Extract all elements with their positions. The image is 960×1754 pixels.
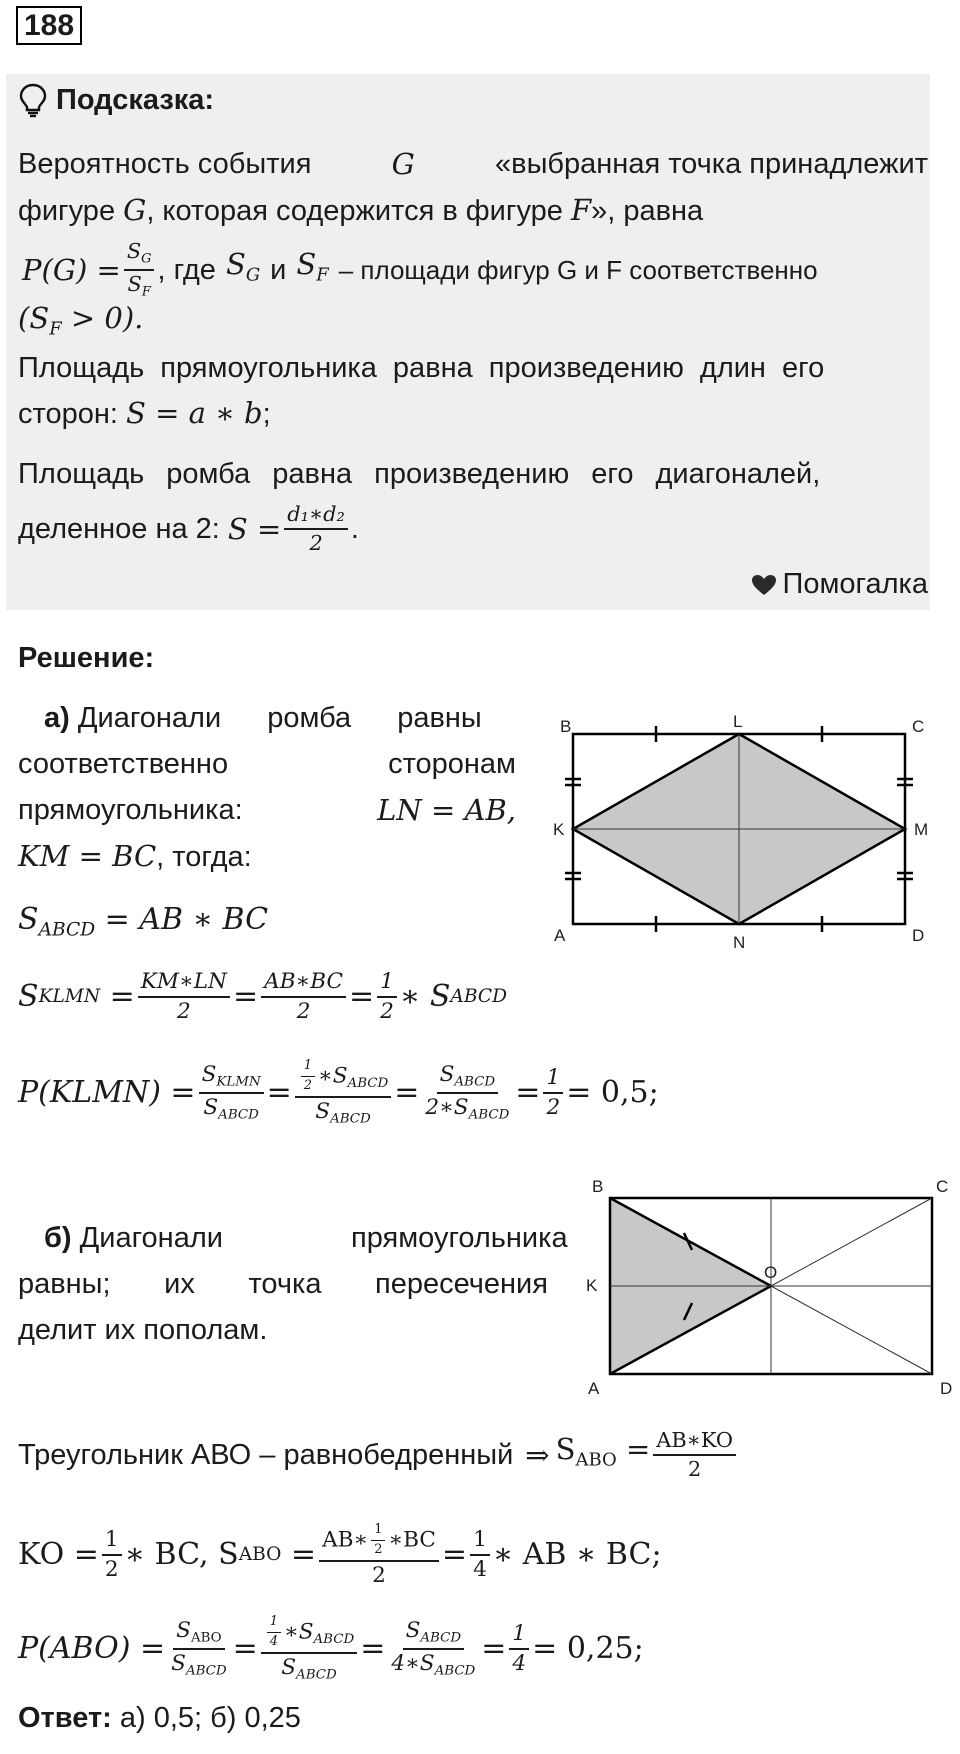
vertex-label-l: L	[733, 712, 743, 731]
answer-label: Ответ:	[18, 1702, 112, 1734]
part-b-label: б)	[44, 1222, 72, 1254]
part-b-line-3	[18, 1312, 267, 1348]
hint-line-4	[18, 300, 143, 347]
probability-fraction: $\frac{S_G}{S_F}$	[124, 241, 155, 300]
problem-number: 188	[16, 6, 82, 45]
eq-area-abcd: $S_{ABCD}$ = AB ∗ BC	[18, 902, 269, 941]
hint-text: и	[270, 254, 287, 286]
vertex-label-d: D	[940, 1379, 953, 1398]
part-b-text: Диагонали прямоугольника	[79, 1222, 568, 1254]
solution-title: Решение:	[18, 642, 155, 674]
vertex-label-o: O	[764, 1263, 778, 1282]
eq-area-klmn: S KLMN = $\frac{KM∗LN}{2}$ = $\frac{AB∗BC}{2}$ = $\frac{1}{2}$ ∗ S ABCD	[18, 969, 507, 1024]
sg-symbol: $S_G$	[225, 247, 261, 286]
vertex-label-a: A	[588, 1379, 600, 1398]
segment-oc-diag	[771, 1286, 932, 1374]
sf-symbol: $S_F$	[296, 247, 329, 286]
hint-text: – площади фигур G и F соответственно	[338, 255, 818, 285]
part-a-line-2	[18, 746, 516, 782]
hint-text: «выбранная точка принадлежит	[495, 148, 928, 180]
sf-positive: $(S_F > 0)$.	[18, 301, 144, 340]
hint-text: , где	[157, 254, 216, 286]
vertex-label-k: K	[586, 1276, 598, 1295]
eq-probability-b: P(ABO) = $\frac{S_{ABO}}{S_{ABCD}}$ = $\frac{1}{4}$ $∗S_{ABCD}$ $S_{ABCD}$ = $\frac{S_{ABCD}}{4∗S_{ABCD}}$ = $\frac{1}{4}$ = 0,25;	[18, 1614, 644, 1683]
probability-formula-lhs: P(G) =	[22, 253, 121, 287]
eq-ko-area: KO = $\frac{1}{2}$ ∗ BC, S ABO = AB∗ $\frac{1}{2}$ ∗BC 2 = $\frac{1}{4}$ ∗ AB ∗ BC;	[18, 1521, 662, 1588]
answer-line	[18, 1700, 301, 1736]
rhombus-area-fraction: $\frac{\text{d₁∗d₂}}{2}$	[284, 504, 348, 554]
hint-text: », равна	[591, 195, 704, 227]
part-b-text: равны;	[18, 1268, 111, 1300]
eq-isosceles: Треугольник АВО – равнобедренный ⇒ $S_{ABO}$ = $\frac{AB∗KO}{2}$	[18, 1420, 739, 1490]
vertex-label-n: N	[733, 933, 746, 952]
rect-area-formula: S = a ∗ b	[125, 396, 263, 430]
segment-od-diag	[771, 1198, 932, 1286]
part-a-text: , тогда:	[156, 841, 252, 873]
vertex-label-b: B	[560, 717, 572, 736]
part-a-text: сторонам	[388, 748, 516, 780]
hint-text: сторон:	[18, 398, 118, 430]
part-b-text: их	[164, 1268, 195, 1300]
part-a-line-3	[18, 792, 516, 828]
part-a-text: прямоугольника:	[18, 794, 243, 826]
vertex-label-m: M	[914, 820, 929, 839]
part-b-text: Треугольник АВО – равнобедренный	[18, 1439, 514, 1471]
hint-title-text: Подсказка:	[56, 84, 215, 116]
hint-title	[18, 82, 214, 118]
math-symbol: F	[570, 193, 592, 227]
vertex-label-c: C	[912, 717, 925, 736]
part-a-label: а)	[44, 702, 70, 734]
hint-line-2	[18, 192, 703, 229]
hint-line-8: деленное на 2: S = $\frac{\text{d₁∗d₂}}{2}$ .	[18, 502, 359, 555]
hint-text: , которая содержится в фигуре	[146, 195, 563, 227]
hint-line-6	[18, 395, 271, 432]
hint-text: Вероятность события	[18, 148, 312, 180]
rhombus-area-lhs: S =	[227, 512, 282, 546]
diagonal-equality: KM = BC	[18, 839, 157, 873]
part-b-text: делит их пополам.	[18, 1314, 268, 1346]
part-a-line-1	[18, 700, 516, 736]
hint-text: ;	[262, 398, 271, 430]
lightbulb-icon	[18, 82, 48, 118]
math-symbol: G	[123, 193, 147, 227]
area-abo: $S_{ABO}$ =	[555, 1432, 651, 1471]
hint-line-3	[22, 240, 930, 300]
vertex-label-a: A	[554, 926, 566, 945]
hint-line-7	[18, 456, 928, 492]
hint-text: деленное на 2:	[18, 513, 220, 545]
hint-text: Площадь ромба равна произведению его диагоналей,	[18, 458, 821, 490]
answer-value: а) 0,5; б) 0,25	[119, 1702, 301, 1734]
heart-icon	[751, 574, 777, 596]
credit	[751, 568, 928, 601]
vertex-label-b: B	[592, 1177, 604, 1196]
figure-a-rectangle-rhombus	[548, 708, 948, 958]
part-b-text: точка	[248, 1268, 322, 1300]
part-a-text: соответственно	[18, 748, 229, 780]
implies-arrow: ⇒	[525, 1438, 550, 1472]
diagonal-equality: LN = AB,	[377, 793, 516, 827]
math-symbol: G	[391, 147, 415, 181]
credit-text: Помогалка	[782, 568, 928, 600]
part-a-line-4	[18, 838, 252, 875]
hint-text: фигуре	[18, 195, 116, 227]
figure-b-rectangle-triangle	[580, 1176, 960, 1416]
part-b-line-1	[18, 1220, 568, 1256]
part-b-line-2	[18, 1266, 548, 1302]
hint-text: Площадь прямоугольника равна произведению длин его	[18, 352, 825, 384]
part-b-text: пересечения	[375, 1268, 548, 1300]
vertex-label-d: D	[912, 926, 925, 945]
vertex-label-c: C	[936, 1177, 949, 1196]
hint-line-5	[18, 350, 928, 386]
hint-line-1	[18, 146, 928, 182]
vertex-label-k: K	[553, 820, 565, 839]
part-a-text: Диагонали ромба равны	[77, 702, 482, 734]
eq-probability-a: P(KLMN) = $\frac{S_{KLMN}}{S_{ABCD}}$ = $\frac{1}{2}$ $∗S_{ABCD}$ $S_{ABCD}$ = $\frac{S_{ABCD}}{2∗S_{ABCD}}$ = $\frac{1}{2}$ = 0,5;	[18, 1058, 659, 1127]
